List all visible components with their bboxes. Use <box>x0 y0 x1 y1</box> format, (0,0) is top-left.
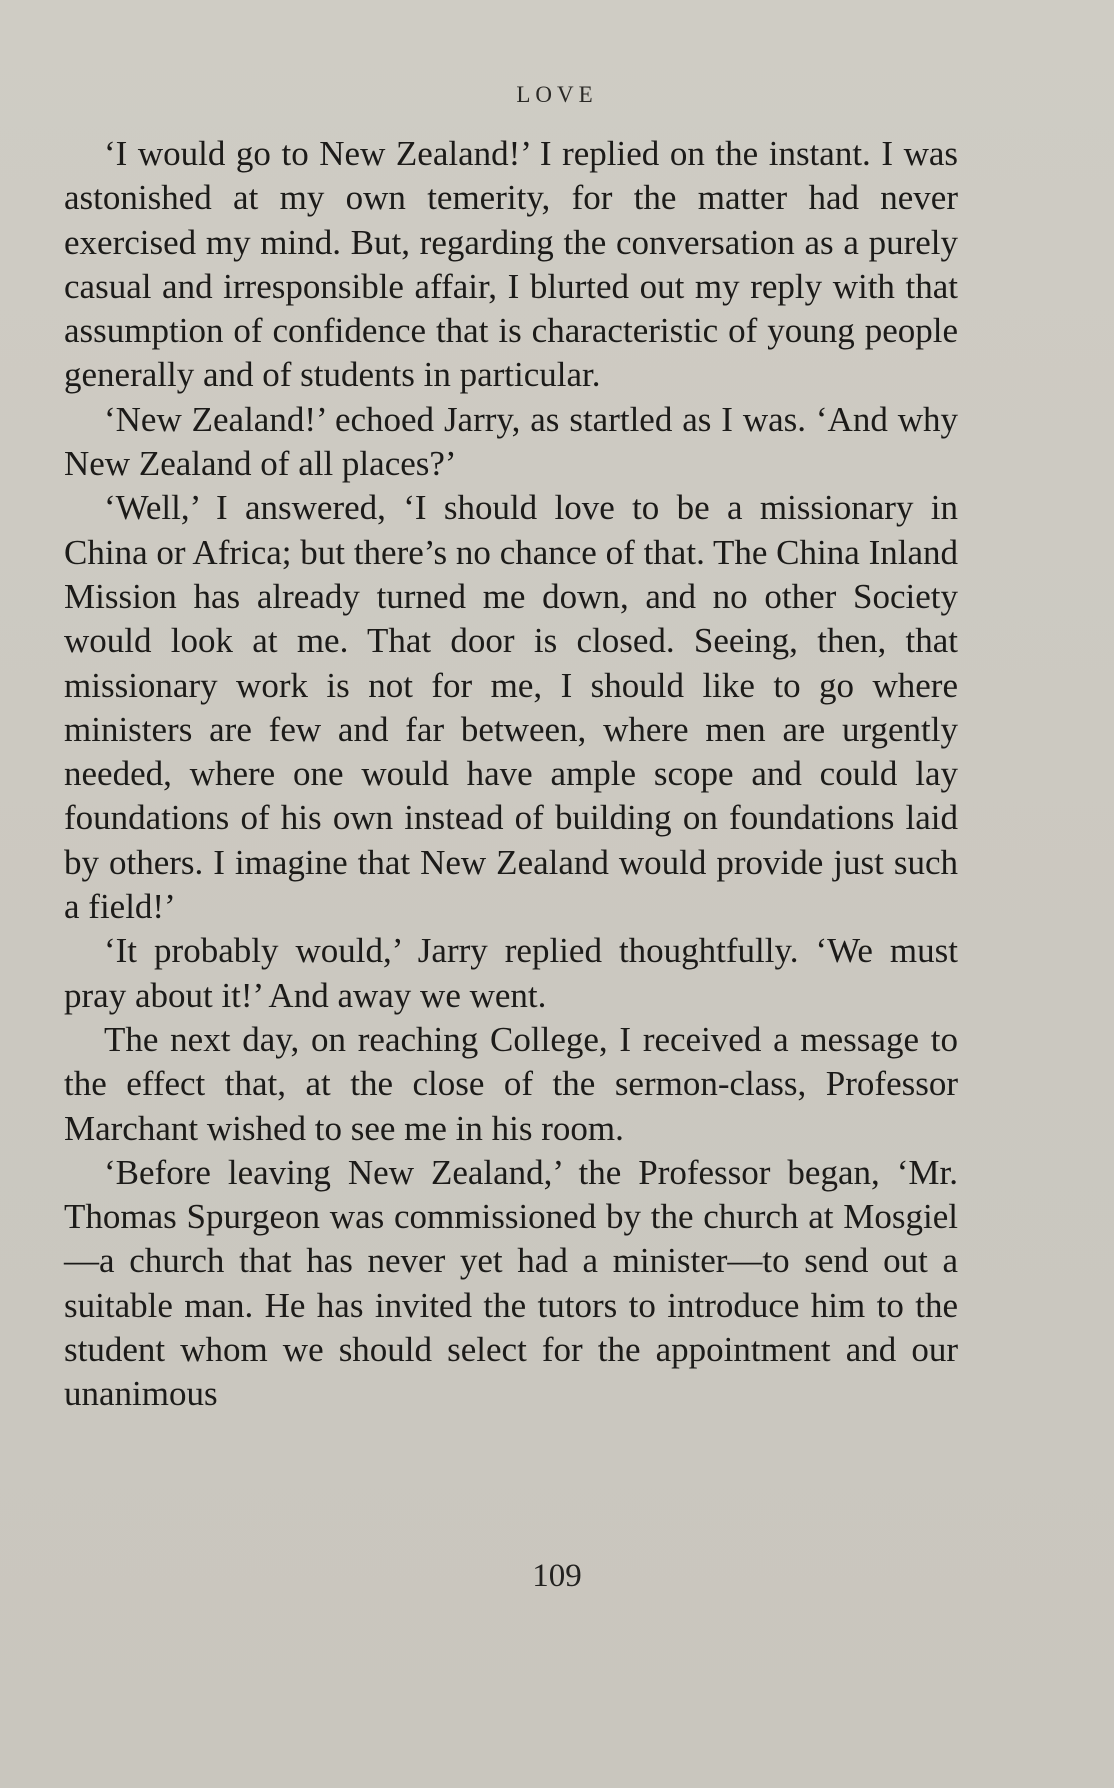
paragraph: ‘I would go to New Zealand!’ I replied on the instant. I was astonished at my own temerity, for the matter had never exercised my mind. But, regarding the conversation as a purely casual and irresponsible affair, I blurted out my reply with that assumption of confidence that is characteristic of young people generally and of students in particular. <box>64 134 958 395</box>
body-text <box>64 132 958 1417</box>
page-number: 109 <box>532 1558 582 1594</box>
paragraph: ‘Well,’ I answered, ‘I should love to be a missionary in China or Africa; but there’s no chance of that. The China Inland Mission has already turned me down, and no other Society would look at me. That door is closed. Seeing, then, that missionary work is not for me, I should like to go where ministers are few and far between, where men are urgently needed, where one would have ample scope and could lay foundations of his own instead of building on foundations laid by others. I imagine that New Zealand would provide just such a field!’ <box>64 488 958 927</box>
paragraph: The next day, on reaching College, I received a message to the effect that, at the close of the sermon-class, Professor Marchant wished to see me in his room. <box>64 1019 958 1148</box>
running-head: LOVE <box>516 82 598 107</box>
paragraph: ‘Before leaving New Zealand,’ the Professor began, ‘Mr. Thomas Spurgeon was commissioned by the church at Mosgiel—a church that has never yet had a minister—to send out a suitable man. He has invited the tutors to introduce him to the student whom we should select for the appointment and our unanimous <box>64 1152 958 1414</box>
paragraph: ‘It probably would,’ Jarry replied thoughtfully. ‘We must pray about it!’ And away we went. <box>64 931 958 1015</box>
paragraph: ‘New Zealand!’ echoed Jarry, as startled as I was. ‘And why New Zealand of all places?’ <box>64 399 958 484</box>
